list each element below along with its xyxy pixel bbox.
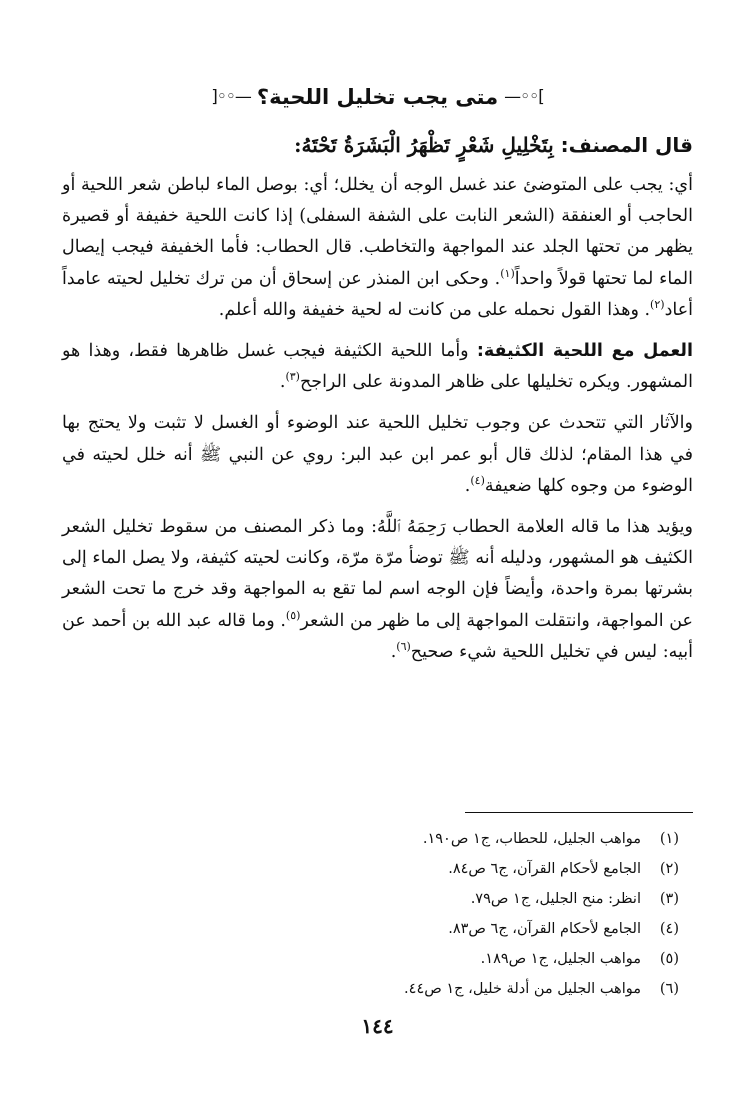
chapter-title: متى يجب تخليل اللحية؟ xyxy=(256,85,499,109)
book-page xyxy=(62,0,693,1111)
footnote-ref: (١) xyxy=(500,266,515,280)
footnote-item xyxy=(62,944,679,974)
footnote-number: (٤) xyxy=(659,921,679,937)
paragraph-text: وأما اللحية الكثيفة فيجب غسل ظاهرها فقط، وهذا هو المشهور. ويكره تخليلها على ظاهر المدونة على الراجح xyxy=(62,341,693,393)
paragraph-2 xyxy=(62,336,693,398)
page-number: ١٤٤ xyxy=(361,1014,394,1038)
footnote-ref: (٤) xyxy=(470,474,485,487)
footnote-ref: (٦) xyxy=(396,640,411,654)
author-quote-heading xyxy=(62,128,693,162)
author-quote-text: بِتَخْلِيلِ شَعْرٍ تَظْهَرُ الْبَشَرَةُ تَحْتَهُ: xyxy=(294,133,554,157)
title-ornament-right: —◦◦[ xyxy=(504,87,544,107)
paragraph-4 xyxy=(62,512,693,668)
title-ornament-left: ]◦◦— xyxy=(211,87,251,107)
paragraph-text: أي: يجب على المتوضئ عند غسل الوجه أن يخلل؛ أي: بوصل الماء لباطن شعر اللحية أو الحاجب أو العنفقة (الشعر النابت على الشفة السفلى) إذا كانت اللحية خفيفة أو قصيرة يظهر من تحتها الجلد عند المواجهة والتخاطب. قال الحطاب: فأما الخفيفة فيجب إيصال الماء لما تحتها قولاً واحداً xyxy=(62,175,693,289)
paragraph-text: والآثار التي تتحدث عن وجوب تخليل اللحية عند الوضوء أو الغسل لا تثبت ولا يحتج بها في هذا المقام؛ لذلك قال أبو عمر ابن عبد البر: روي عن النبي ﷺ أنه خلل لحيته في الوضوء من وجوه كلها ضعيفة xyxy=(62,413,693,496)
footnote-ref: (٢) xyxy=(650,297,665,311)
paragraph-text: ويؤيد هذا ما قاله العلامة الحطاب رَحِمَهُ ٱللَّهُ: وما ذكر المصنف من سقوط تخليل الشعر الكثيف هو المشهور، ودليله أنه ﷺ توضأ مرّة مرّة، وكانت لحيته كثيفة، ولا يصل الماء إلى بشرتها بمرة واحدة، وأيضاً فإن الوجه اسم لما تقع به المواجهة وقد خرج ما تحت الشعر عن المواجهة، وانتقلت المواجهة إلى ما ظهر من الشعر xyxy=(62,517,693,631)
footnote-divider xyxy=(465,812,693,813)
paragraph-text: . xyxy=(390,641,397,662)
footnote-number: (٥) xyxy=(659,951,679,967)
paragraph-text: . xyxy=(464,475,471,496)
footnote-item xyxy=(62,824,679,854)
footnote-text: مواهب الجليل، ج١ ص١٨٩. xyxy=(480,951,641,967)
footnote-number: (٦) xyxy=(659,981,679,997)
body-text xyxy=(62,170,693,668)
footnote-text: الجامع لأحكام القرآن، ج٦ ص٨٤. xyxy=(448,861,641,877)
footnote-item xyxy=(62,974,679,1004)
footnote-item xyxy=(62,884,679,914)
paragraph-text: . وهذا القول نحمله على من كانت له لحية خفيفة والله أعلم. xyxy=(218,299,651,320)
paragraph-text: . xyxy=(279,372,286,393)
chapter-title-row xyxy=(182,80,573,114)
footnote-number: (٢) xyxy=(659,861,679,877)
author-quote-lead: قال المصنف: xyxy=(560,133,693,157)
footnote-ref: (٣) xyxy=(285,370,300,384)
paragraph-lead: العمل مع اللحية الكثيفة: xyxy=(476,341,693,362)
paragraph-text: . وما قاله عبد الله بن أحمد عن أبيه: ليس في تخليل اللحية شيء صحيح xyxy=(62,610,693,662)
footnote-number: (٣) xyxy=(659,891,679,907)
paragraph-1 xyxy=(62,170,693,326)
paragraph-3 xyxy=(62,408,693,502)
footnote-text: انظر: منح الجليل، ج١ ص٧٩. xyxy=(470,891,641,907)
footnote-item xyxy=(62,854,679,884)
paragraph-text: . وحكى ابن المنذر عن إسحاق أن من ترك تخليل لحيته عامداً أعاد xyxy=(62,268,693,320)
footnote-text: الجامع لأحكام القرآن، ج٦ ص٨٣. xyxy=(448,921,641,937)
footnotes-list xyxy=(62,824,679,1004)
footnote-text: مواهب الجليل، للحطاب، ج١ ص١٩٠. xyxy=(422,831,641,847)
footnote-number: (١) xyxy=(659,831,679,847)
footnote-ref: (٥) xyxy=(285,608,301,622)
footnote-item xyxy=(62,914,679,944)
footnote-text: مواهب الجليل من أدلة خليل، ج١ ص٤٤. xyxy=(404,981,641,997)
